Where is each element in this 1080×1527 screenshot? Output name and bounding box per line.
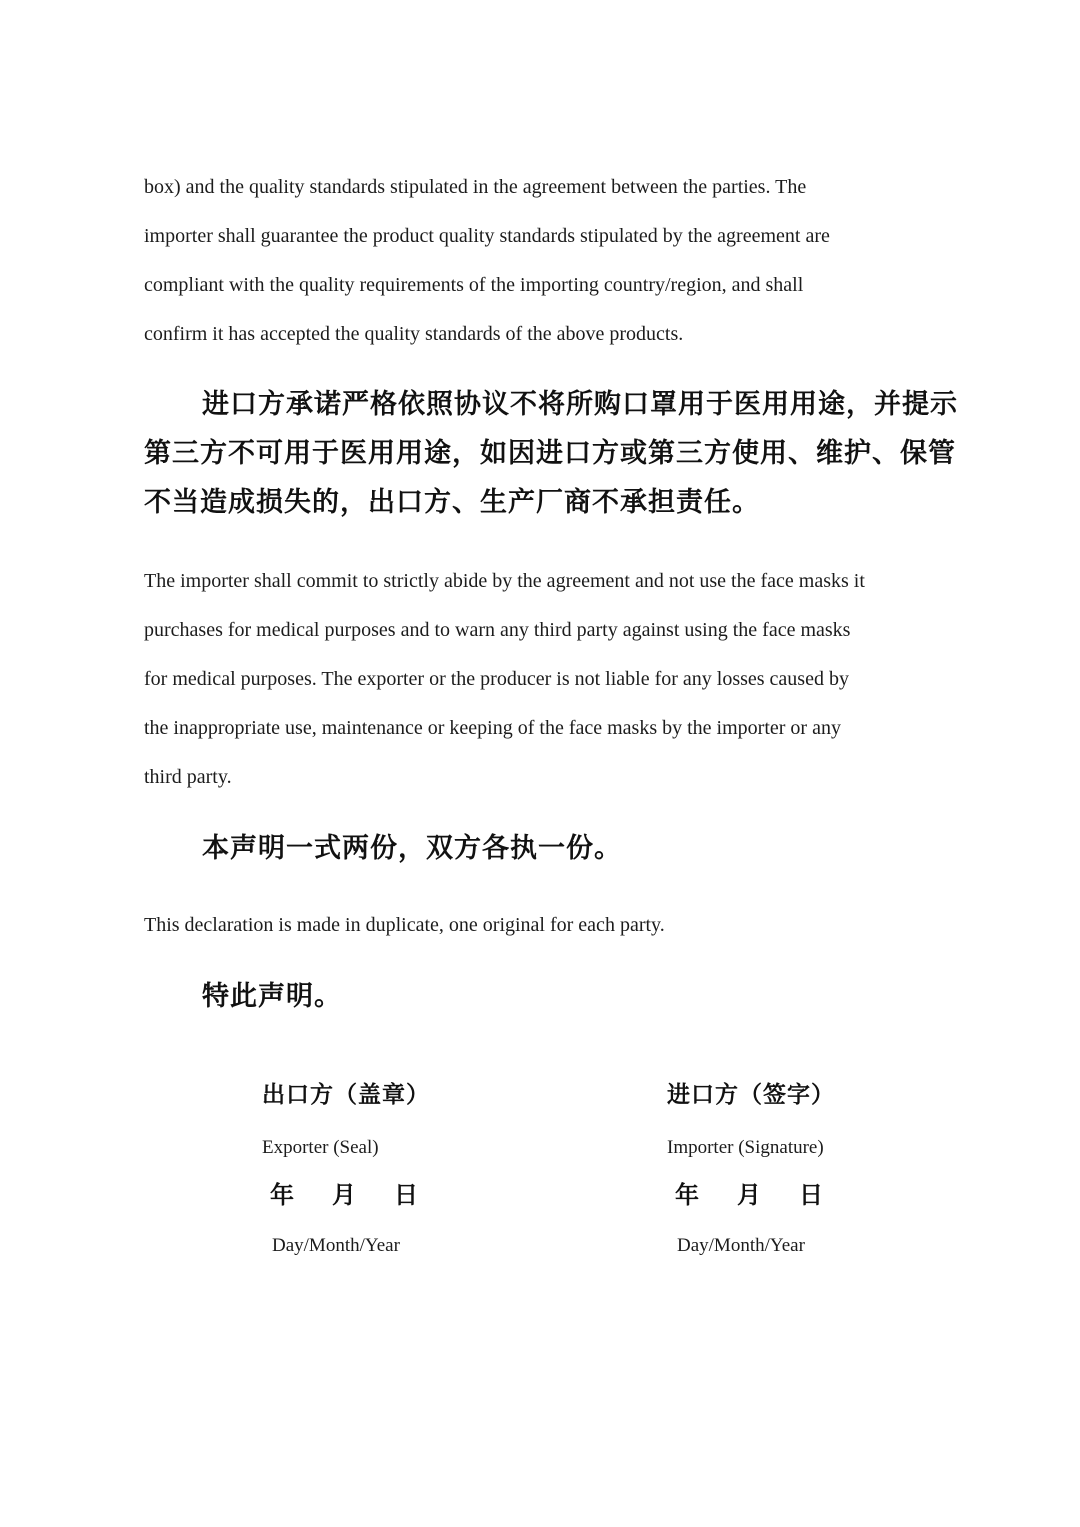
exporter-date-zh	[270, 1180, 418, 1210]
importer-date-en: Day/Month/Year	[677, 1235, 805, 1256]
exporter-label: Exporter (Seal)	[262, 1137, 379, 1158]
text-line: the inappropriate use, maintenance or keeping of the face masks by the importer or any	[144, 717, 841, 739]
importer-date-zh	[675, 1180, 823, 1210]
date-year-char: 年	[270, 1180, 294, 1209]
exporter-title: 出口方（盖章）	[262, 1081, 430, 1108]
date-year-char: 年	[675, 1180, 699, 1209]
date-day-char: 日	[799, 1180, 823, 1209]
date-month-char: 月	[737, 1180, 761, 1209]
text-line: 进口方承诺严格依照协议不将所购口罩用于医用用途，并提示	[202, 389, 958, 420]
paragraph-duplicate-zh: 本声明一式两份，双方各执一份。	[202, 833, 622, 864]
importer-label: Importer (Signature)	[667, 1137, 824, 1158]
date-day-char: 日	[394, 1180, 418, 1209]
exporter-date-en: Day/Month/Year	[272, 1235, 400, 1256]
text-line: purchases for medical purposes and to warn any third party against using the face masks	[144, 619, 851, 641]
text-line: The importer shall commit to strictly abide by the agreement and not use the face masks it	[144, 570, 865, 592]
text-line: compliant with the quality requirements of the importing country/region, and shall	[144, 274, 804, 296]
text-line: importer shall guarantee the product quality standards stipulated by the agreement are	[144, 225, 830, 247]
text-line: third party.	[144, 766, 232, 788]
text-line: 第三方不可用于医用用途，如因进口方或第三方使用、维护、保管	[144, 438, 956, 469]
text-line: confirm it has accepted the quality standards of the above products.	[144, 323, 684, 345]
text-line: box) and the quality standards stipulated in the agreement between the parties. The	[144, 176, 807, 198]
date-month-char: 月	[332, 1180, 356, 1209]
closing-statement: 特此声明。	[202, 981, 342, 1012]
text-line: for medical purposes. The exporter or the producer is not liable for any losses caused by	[144, 668, 849, 690]
paragraph-duplicate-en: This declaration is made in duplicate, one original for each party.	[144, 914, 665, 936]
importer-title: 进口方（签字）	[667, 1081, 835, 1108]
text-line: 不当造成损失的，出口方、生产厂商不承担责任。	[144, 487, 760, 518]
